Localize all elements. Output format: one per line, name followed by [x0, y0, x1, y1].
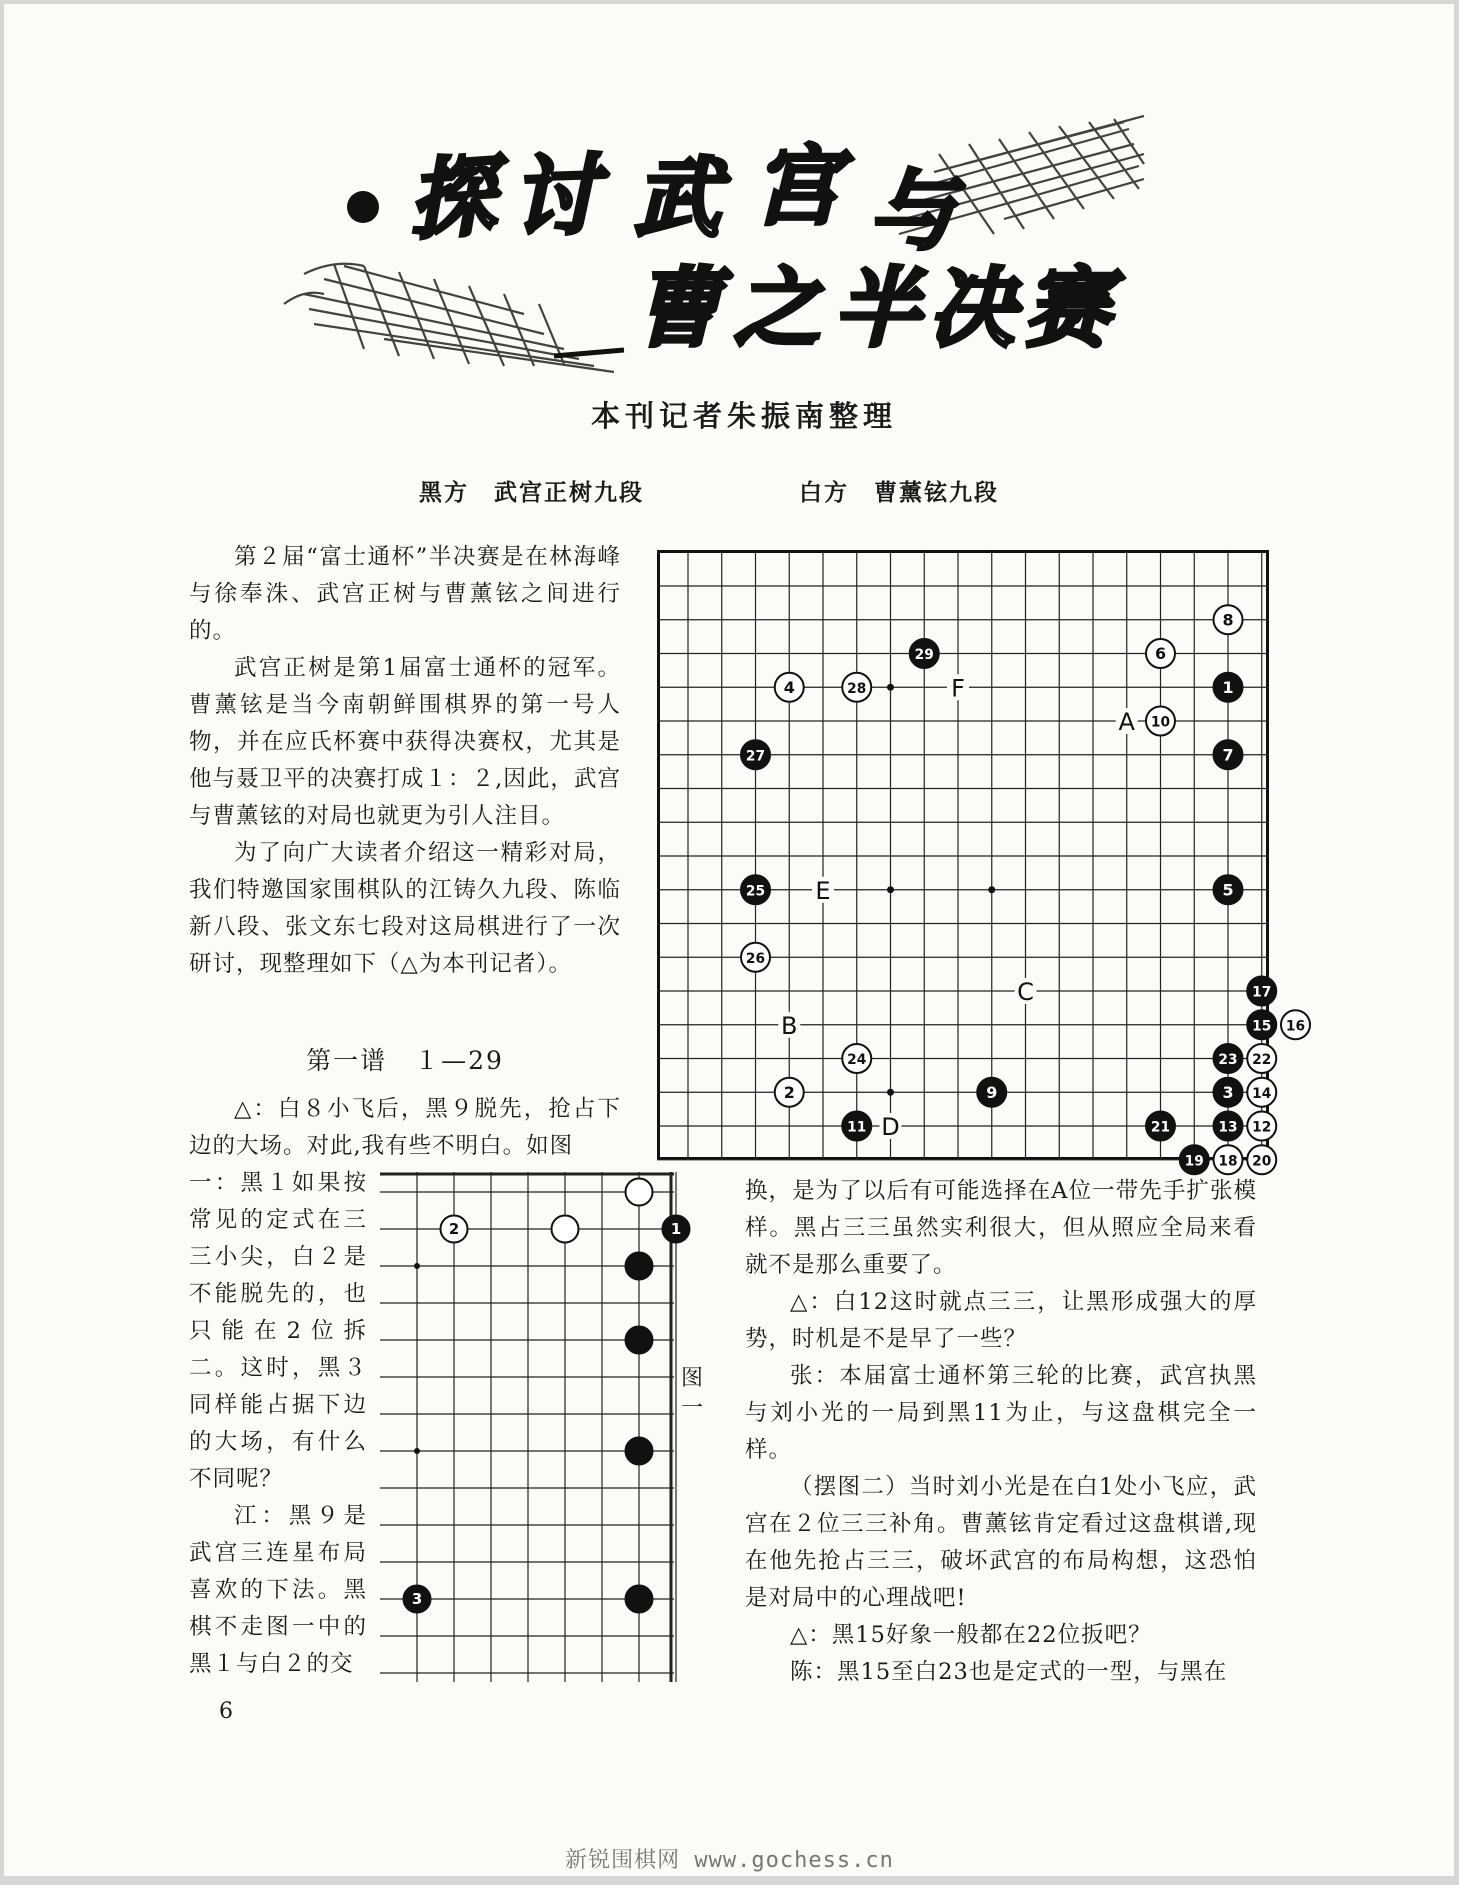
figure-star-point-0	[414, 1263, 420, 1269]
title-char-3: 武	[634, 148, 720, 249]
svg-text:19: 19	[1184, 1153, 1204, 1170]
section-title: 第一谱 １—29	[306, 1046, 504, 1075]
game-stone-20	[1247, 1145, 1276, 1174]
figure-stone-2	[441, 1216, 468, 1243]
svg-text:17: 17	[1252, 984, 1272, 1001]
point-label-D: D	[881, 1113, 900, 1141]
game-stone-21	[1146, 1112, 1175, 1141]
magazine-page	[4, 4, 1454, 1876]
figure-stone-1	[663, 1216, 690, 1243]
game-stone-7	[1214, 740, 1243, 769]
right-paragraph-4: （摆图二）当时刘小光是在白1处小飞应，武宫在２位三三补角。曹薰铉肯定看过这盘棋谱,现在他先抢占三三，破坏武宫的布局构想，这恐怕是对局中的心理战吧!	[745, 1474, 1257, 1611]
jiang-paragraph: 江：黑９是武宫三连星布局喜欢的下法。黑棋不走图一中的黑１与白２的交	[189, 1503, 367, 1677]
svg-text:20: 20	[1252, 1153, 1272, 1170]
figure-stone-2	[552, 1216, 579, 1243]
game-stone-11	[842, 1112, 871, 1141]
figure-stone-3	[404, 1586, 431, 1613]
svg-text:24: 24	[847, 1052, 867, 1069]
game-stone-2	[775, 1078, 804, 1107]
point-label-E: E	[815, 876, 831, 905]
game-stone-28	[842, 673, 871, 702]
svg-text:8: 8	[1222, 610, 1234, 630]
svg-text:11: 11	[847, 1119, 867, 1136]
point-label-B: B	[781, 1011, 798, 1040]
star-point-1	[887, 886, 894, 893]
right-paragraph-6: 陈：黑15至白23也是定式的一型，与黑在	[790, 1659, 1228, 1685]
board-grid	[657, 550, 1272, 1160]
intro-paragraph-2: 武宫正树是第1届富士通杯的冠军。曹薰铉是当今南朝鲜围棋界的第一号人物，并在应氏杯赛中获得决赛权，尤其是他与聂卫平的决赛打成１：２,因此，武宫与曹薰铉的对局也就更为引人注目。	[189, 655, 621, 829]
article-subtitle: 本刊记者朱振南整理	[590, 399, 897, 433]
svg-text:25: 25	[745, 883, 766, 900]
star-point-2	[988, 886, 995, 893]
game-stone-14	[1247, 1078, 1276, 1107]
game-stone-24	[842, 1044, 871, 1073]
title-char-8: 半	[834, 258, 920, 359]
right-paragraph-1: 换，是为了以后有可能选择在A位一带先手扩张模样。黑占三三虽然实利很大，但从照应全局来看就不是那么重要了。	[745, 1178, 1257, 1278]
intro-paragraph-3: 为了向广大读者介绍这一精彩对局，我们特邀国家围棋队的江铸久九段、陈临新八段、张文东七段对这局棋进行了一次研讨，现整理如下（△为本刊记者）。	[189, 840, 621, 977]
figure-one-label: 图一	[680, 1366, 703, 1421]
svg-text:2: 2	[448, 1220, 460, 1239]
title-decoration	[4, 4, 1454, 384]
svg-text:12: 12	[1252, 1119, 1272, 1136]
figure-star-point-1	[414, 1448, 420, 1454]
svg-text:1: 1	[670, 1220, 682, 1239]
title-char-4: 宫	[754, 136, 840, 237]
title-char-2: 讨	[510, 144, 600, 249]
game-stone-19	[1180, 1145, 1209, 1174]
title-char-6: 曹	[634, 258, 720, 359]
game-stone-18	[1214, 1145, 1243, 1174]
game-stone-26	[741, 943, 770, 972]
board-border	[659, 552, 1268, 1159]
question-paragraph: △：白８小飞后，黑９脱先，抢占下边的大场。对此,我有些不明白。如图	[189, 1096, 621, 1159]
title-char-10: 赛	[1024, 258, 1110, 359]
svg-text:3: 3	[1222, 1082, 1234, 1102]
game-stone-16	[1281, 1010, 1310, 1039]
svg-text:9: 9	[986, 1082, 998, 1102]
title-char-7: 之	[734, 258, 820, 359]
figure-one-diagram	[372, 1172, 682, 1682]
svg-text:16: 16	[1285, 1018, 1306, 1035]
svg-text:28: 28	[847, 680, 867, 697]
right-paragraph-3: 张：本届富士通杯第三轮的比赛，武宫执黑与刘小光的一局到黑11为止，与这盘棋完全一样。	[745, 1363, 1257, 1463]
svg-text:14: 14	[1252, 1085, 1272, 1102]
black-player: 黑方 武宫正树九段	[419, 480, 644, 506]
game-stone-4	[775, 673, 804, 702]
point-label-A: A	[1118, 708, 1135, 736]
game-stone-29	[910, 639, 939, 668]
game-stone-27	[741, 740, 770, 769]
svg-text:21: 21	[1150, 1119, 1171, 1136]
game-stone-10	[1146, 707, 1175, 736]
site-watermark: 新锐围棋网 www.gochess.cn	[565, 1848, 894, 1873]
game-stone-9	[977, 1078, 1006, 1107]
right-paragraph-2: △：白12这时就点三三，让黑形成强大的厚势，时机是不是早了一些？	[745, 1289, 1257, 1352]
svg-text:29: 29	[914, 647, 934, 664]
svg-text:3: 3	[411, 1590, 423, 1609]
svg-text:4: 4	[783, 677, 795, 697]
game-stone-25	[741, 875, 770, 904]
svg-text:2: 2	[783, 1082, 795, 1102]
game-stone-5	[1214, 875, 1243, 904]
figure-stone-6	[626, 1438, 653, 1465]
page-number: 6	[219, 1699, 233, 1724]
game-stone-13	[1214, 1112, 1243, 1141]
star-point-0	[887, 684, 894, 691]
title-char-5: 与	[869, 161, 955, 262]
point-label-F: F	[951, 674, 965, 703]
game-stone-23	[1214, 1044, 1243, 1073]
svg-text:23: 23	[1218, 1052, 1238, 1069]
point-label-C: C	[1017, 978, 1034, 1006]
svg-text:27: 27	[745, 748, 766, 765]
right-paragraph-5: △：黑15好象一般都在22位扳吧？	[790, 1622, 1152, 1648]
svg-text:7: 7	[1222, 745, 1234, 765]
right-column	[745, 1173, 1257, 1691]
title-char-1: 探	[405, 145, 499, 252]
svg-text:15: 15	[1252, 1018, 1272, 1035]
star-point-3	[887, 1089, 894, 1096]
game-stone-22	[1247, 1044, 1276, 1073]
figure-stone-5	[626, 1327, 653, 1354]
white-player: 白方 曹薰铉九段	[799, 480, 999, 506]
game-record-diagram	[657, 550, 1306, 1170]
figure-stone-0	[626, 1179, 653, 1206]
svg-text:1: 1	[1222, 677, 1234, 697]
title-char-9: 决	[929, 258, 1015, 359]
question-paragraph-continued: 一：黑１如果按常见的定式在三三小尖，白２是不能脱先的，也只能在2位拆二。这时，黑３同样能占据下边的大场，有什么不同呢？	[189, 1170, 367, 1492]
left-column	[189, 539, 621, 983]
game-stone-8	[1214, 605, 1243, 634]
game-stone-1	[1214, 673, 1243, 702]
intro-paragraph-1: 第２届“富士通杯”半决赛是在林海峰与徐奉洙、武宫正树与曹薰铉之间进行的。	[189, 544, 621, 644]
svg-text:18: 18	[1218, 1153, 1238, 1170]
svg-text:13: 13	[1218, 1119, 1238, 1136]
game-stone-15	[1247, 1010, 1276, 1039]
svg-text:26: 26	[745, 950, 766, 967]
figure-stone-8	[626, 1586, 653, 1613]
game-stone-3	[1214, 1078, 1243, 1107]
svg-text:10: 10	[1150, 714, 1171, 731]
game-stone-6	[1146, 639, 1175, 668]
svg-text:5: 5	[1222, 880, 1234, 900]
figure-stone-4	[626, 1253, 653, 1280]
svg-text:6: 6	[1154, 644, 1167, 664]
game-stone-17	[1247, 977, 1276, 1006]
game-stone-12	[1247, 1112, 1276, 1141]
svg-text:22: 22	[1252, 1052, 1272, 1069]
